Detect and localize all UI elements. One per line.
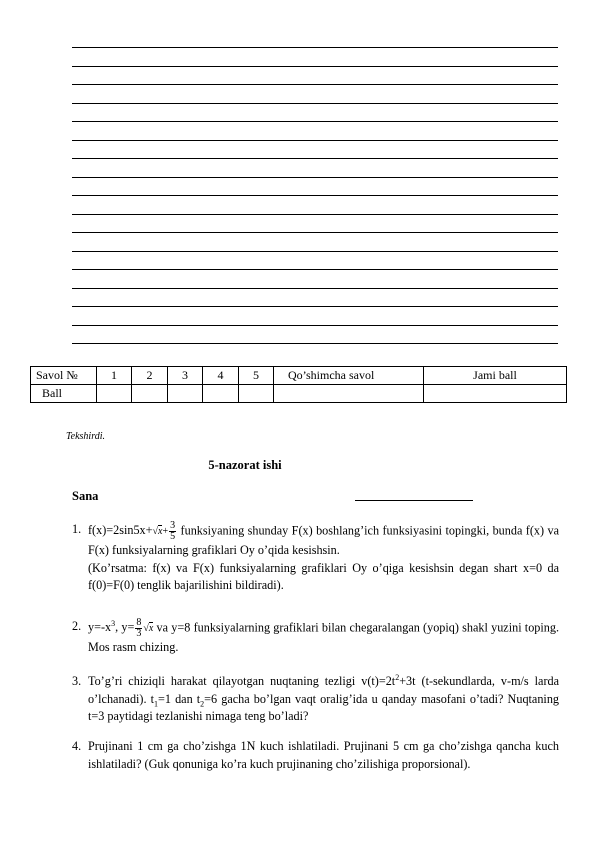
answer-line [72, 103, 558, 104]
date-blank-line [355, 500, 473, 501]
header-cell-extra: Qo’shimcha savol [274, 367, 424, 385]
checked-by-label: Tekshirdi. [66, 431, 105, 442]
score-table-ball-row [31, 385, 567, 403]
task-number: 1. [72, 522, 82, 536]
header-cell-1: 1 [97, 367, 132, 385]
answer-line [72, 325, 558, 326]
task-2-text: va y=8 funksiyalarning grafiklari bilan chegaralangan (yopiq) shakl yuzini toping. Mos rasm chizing. [88, 620, 559, 654]
answer-line [72, 47, 558, 48]
task-3-text: To’g’ri chiziqli harakat qilayotgan nuqtaning tezligi $v(t)=2t^2+3t$ (t-sekundlarda, v-m/s larda o’lchanadi). $t_1=1$ dan $t_2=6$ gacha bo’lgan vaqt oralig’ida u qanday masofani o’tadi? Nuqtaning t=3 paytidagi tezlanishi nimaga teng bo’ladi? [88, 672, 560, 723]
task-number: 3. [72, 674, 82, 688]
header-cell-4: 4 [203, 367, 239, 385]
score-cell [132, 385, 168, 403]
score-cell [97, 385, 132, 403]
date-label: Sana [72, 489, 99, 503]
page-title: 5-nazorat ishi [208, 458, 282, 472]
task-1-note: (Ko’rsatma: f(x) va F(x) funksiyalarning grafiklari Oy o’qiga kesishsin degan shart x=0 da f(0)=F(0) tenglik bajarilishini bildiradi). [88, 560, 559, 592]
score-cell [168, 385, 203, 403]
answer-line [72, 214, 558, 215]
answer-line [72, 343, 558, 344]
header-cell-question: Savol № [31, 367, 97, 385]
task-3 [72, 673, 559, 726]
task-number: 4. [72, 739, 82, 753]
score-table-header-row [31, 367, 567, 385]
answer-line [72, 306, 558, 307]
header-cell-3: 3 [168, 367, 203, 385]
answer-line [72, 66, 558, 67]
task-4-text: Prujinani 1 cm ga cho’zishga 1N kuch ishlatiladi. Prujinani 5 cm ga cho’zishga qancha kuch ishlatiladi? (Guk qonuniga ko’ra kuch prujinaning cho’zilishiga proporsional). [88, 739, 559, 771]
score-cell [239, 385, 274, 403]
answer-line [72, 269, 558, 270]
answer-line [72, 84, 558, 85]
score-table [30, 366, 567, 403]
task-2 [72, 618, 559, 657]
task-1 [72, 521, 559, 595]
answer-line [72, 195, 558, 196]
header-cell-2: 2 [132, 367, 168, 385]
answer-line [72, 251, 558, 252]
score-cell [203, 385, 239, 403]
task-number: 2. [72, 619, 82, 633]
task-1-text: funksiyaning shunday F(x) boshlang’ich funksiyasini topingki, bunda f(x) va F(x) funksiyalarning grafiklari Oy o’qida kesishsin. [88, 523, 559, 557]
header-cell-total: Jami ball [424, 367, 567, 385]
score-cell [424, 385, 567, 403]
task-1-formula: f(x)=2sin5x+√x+ $\frac{3}{5}$ [88, 520, 176, 542]
row-label-ball: Ball [31, 385, 97, 403]
answer-line [72, 177, 558, 178]
header-cell-5: 5 [239, 367, 274, 385]
answer-line [72, 140, 558, 141]
answer-line [72, 288, 558, 289]
task-2-formula: $y=-x^3$, y= $\frac{8}{3}$ √x [88, 617, 154, 639]
answer-line [72, 232, 558, 233]
answer-line [72, 158, 558, 159]
answer-line [72, 121, 558, 122]
score-cell [274, 385, 424, 403]
task-4 [72, 738, 559, 773]
